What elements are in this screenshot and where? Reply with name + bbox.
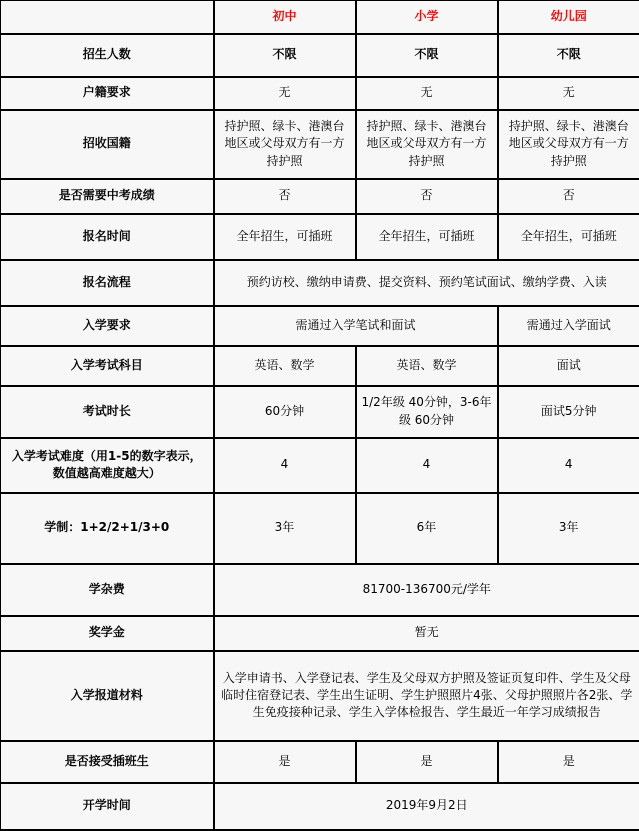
- cell-value: 面试: [498, 346, 639, 386]
- cell-value: 持护照、绿卡、港澳台地区或父母双方有一方持护照: [214, 110, 356, 179]
- cell-value-merged: 81700-136700元/学年: [214, 564, 639, 616]
- cell-value: 是: [498, 741, 639, 783]
- cell-value-merged: 暂无: [214, 616, 639, 651]
- cell-value: 持护照、绿卡、港澳台地区或父母双方有一方持护照: [356, 110, 498, 179]
- row-registration-materials: [1, 651, 639, 741]
- cell-value-merged: 预约访校、缴纳申请费、提交资料、预约笔试面试、缴纳学费、入读: [214, 260, 639, 306]
- cell-value: 无: [214, 77, 356, 110]
- column-header-kindergarten: 幼儿园: [498, 1, 639, 34]
- cell-value: 不限: [498, 34, 639, 77]
- row-application-process: [1, 260, 639, 306]
- cell-value: 无: [356, 77, 498, 110]
- row-label: 入学要求: [1, 306, 214, 346]
- cell-value: 英语、数学: [214, 346, 356, 386]
- row-tuition-fees: [1, 564, 639, 616]
- row-application-time: [1, 214, 639, 260]
- cell-value: 全年招生，可插班: [356, 214, 498, 260]
- row-exam-duration: [1, 386, 639, 438]
- row-label: 是否接受插班生: [1, 741, 214, 783]
- cell-value: 3年: [214, 493, 356, 564]
- row-label: 报名流程: [1, 260, 214, 306]
- row-accepted-nationality: [1, 110, 639, 179]
- cell-value: 面试5分钟: [498, 386, 639, 438]
- cell-value: 无: [498, 77, 639, 110]
- row-enrollment-quota: [1, 34, 639, 77]
- cell-value: 不限: [214, 34, 356, 77]
- table-header-row: [1, 1, 639, 34]
- cell-value: 6年: [356, 493, 498, 564]
- row-label: 入学考试难度（用1-5的数字表示，数值越高难度越大）: [1, 438, 214, 493]
- column-header-junior-high: 初中: [214, 1, 356, 34]
- cell-value: 否: [356, 179, 498, 214]
- row-label: 奖学金: [1, 616, 214, 651]
- row-label: 户籍要求: [1, 77, 214, 110]
- row-admission-requirement: [1, 306, 639, 346]
- cell-value: 持护照、绿卡、港澳台地区或父母双方有一方持护照: [498, 110, 639, 179]
- cell-value: 1/2年级 40分钟，3-6年级 60分钟: [356, 386, 498, 438]
- row-exam-difficulty: [1, 438, 639, 493]
- row-scholarship: [1, 616, 639, 651]
- cell-value: 全年招生，可插班: [498, 214, 639, 260]
- cell-value: 需通过入学面试: [498, 306, 639, 346]
- cell-value: 是: [214, 741, 356, 783]
- cell-value: 是: [356, 741, 498, 783]
- row-label: 是否需要中考成绩: [1, 179, 214, 214]
- row-label: 考试时长: [1, 386, 214, 438]
- row-hukou-requirement: [1, 77, 639, 110]
- row-label: 招收国籍: [1, 110, 214, 179]
- cell-value: 不限: [356, 34, 498, 77]
- cell-value: 60分钟: [214, 386, 356, 438]
- cell-value: 英语、数学: [356, 346, 498, 386]
- cell-value: 4: [498, 438, 639, 493]
- cell-value: 否: [214, 179, 356, 214]
- row-label: 报名时间: [1, 214, 214, 260]
- row-zhongkao-score-required: [1, 179, 639, 214]
- cell-value: 全年招生，可插班: [214, 214, 356, 260]
- row-label: 学杂费: [1, 564, 214, 616]
- cell-value: 4: [214, 438, 356, 493]
- row-label: 学制：1+2/2+1/3+0: [1, 493, 214, 564]
- cell-value-merged: 需通过入学笔试和面试: [214, 306, 498, 346]
- row-transfer-students: [1, 741, 639, 783]
- row-school-system: [1, 493, 639, 564]
- row-label: 开学时间: [1, 783, 214, 830]
- row-label: 入学考试科目: [1, 346, 214, 386]
- cell-value: 3年: [498, 493, 639, 564]
- cell-value: 否: [498, 179, 639, 214]
- cell-value: 4: [356, 438, 498, 493]
- row-label: 招生人数: [1, 34, 214, 77]
- row-label: 入学报道材料: [1, 651, 214, 741]
- corner-cell: [1, 1, 214, 34]
- column-header-primary: 小学: [356, 1, 498, 34]
- row-entrance-exam-subjects: [1, 346, 639, 386]
- row-school-start-date: [1, 783, 639, 830]
- cell-value-merged: 入学申请书、入学登记表、学生及父母双方护照及签证页复印件、学生及父母临时住宿登记表、学生出生证明、学生护照照片4张、父母护照照片各2张、学生免疫接种记录、学生入学体检报告、学生最近一年学习成绩报告: [214, 651, 639, 741]
- cell-value-merged: 2019年9月2日: [214, 783, 639, 830]
